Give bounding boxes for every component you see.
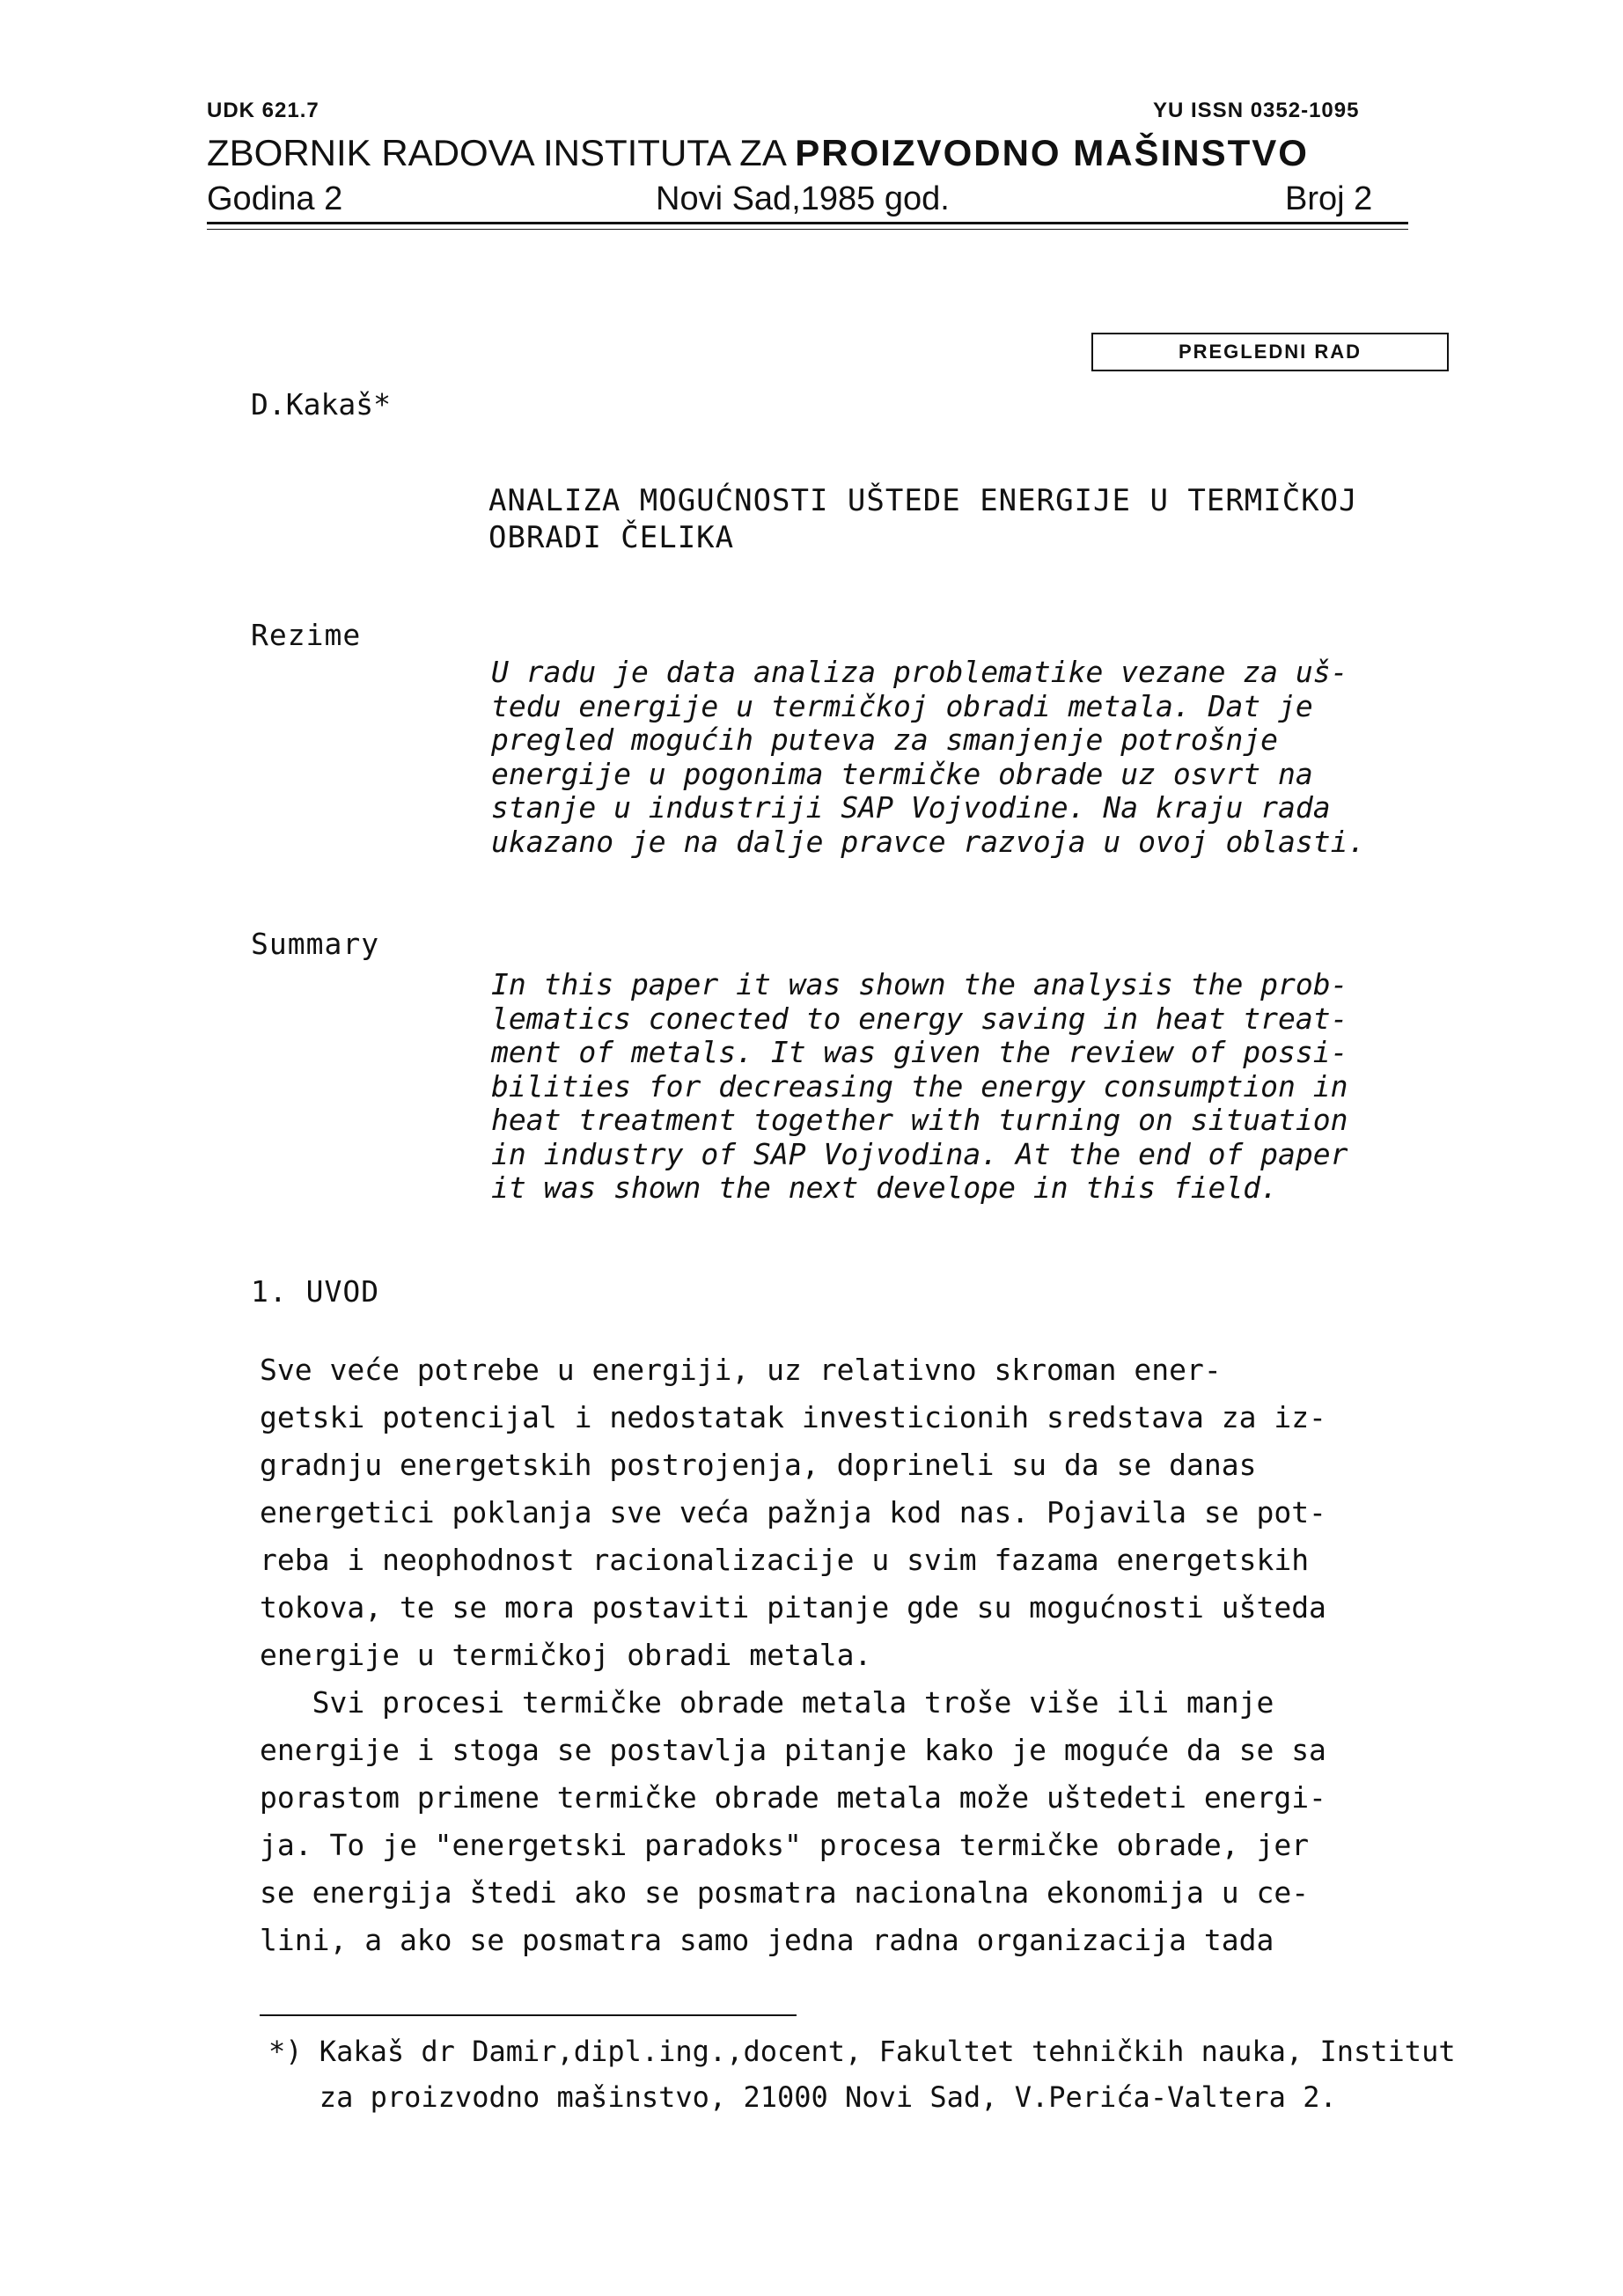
section-heading: 1. UVOD	[251, 1274, 380, 1309]
rezime-label: Rezime	[251, 618, 362, 652]
footnote-rule	[260, 2014, 797, 2016]
journal-title-bold: PROIZVODNO MAŠINSTVO	[795, 132, 1309, 173]
journal-title	[207, 132, 1309, 174]
header-rule-thin	[207, 229, 1408, 230]
paper-type-box: PREGLEDNI RAD	[1091, 333, 1449, 371]
author: D.Kakaš*	[251, 387, 391, 422]
summary-text: In this paper it was shown the analysis the prob- lematics conected to energy saving in heat treat- ment of metals. It was given the review of possi- bilities for decreasing the energy consumption in heat treatment together with turning on situation in industry of SAP Vojvodina. At the end of paper it was shown the next develope in this field.	[491, 967, 1348, 1205]
summary-label: Summary	[251, 927, 380, 961]
rezime-text: U radu je data analiza problematike vezane za uš- tedu energije u termičkoj obradi metala. Dat je pregled mogućih puteva za smanjenje potrošnje energije u pogonima termičke obrade uz osvrt na stanje u industriji SAP Vojvodine. Na kraju rada ukazano je na dalje pravce razvoja u ovoj oblasti.	[491, 655, 1366, 859]
year-label: Godina 2	[207, 180, 343, 217]
paper-title: ANALIZA MOGUĆNOSTI UŠTEDE ENERGIJE U TERMIČKOJ OBRADI ČELIKA	[488, 483, 1358, 555]
footnote: *) Kakaš dr Damir,dipl.ing.,docent, Fakultet tehničkih nauka, Institut za proizvodno mašinstvo, 21000 Novi Sad, V.Perića-Valtera 2.	[268, 2035, 1456, 2114]
issue-number: Broj 2	[1285, 180, 1373, 217]
header-rule	[207, 222, 1408, 224]
journal-title-plain: ZBORNIK RADOVA INSTITUTA ZA	[207, 132, 796, 173]
udk-code: UDK 621.7	[207, 99, 319, 122]
issn-code: YU ISSN 0352-1095	[1153, 99, 1360, 122]
body-text: Sve veće potrebe u energiji, uz relativno skroman ener- getski potencijal i nedostatak investicionih sredstava za iz- gradnju energetskih postrojenja, doprineli su da se danas energetici poklanja sve veća pažnja kod nas. Pojavila se pot- reba i neophodnost racionalizacije u svim fazama energetskih tokova, te se mora postaviti pitanje gde su mogućnosti ušteda energije u termičkoj obradi metala. Svi procesi termičke obrade metala troše više ili manje energije i stoga se postavlja pitanje kako je moguće da se sa porastom primene termičke obrade metala može uštedeti energi- ja. To je "energetski paradoks" procesa termičke obrade, jer se energija štedi ako se posmatra nacionalna ekonomija u ce- lini, a ako se posmatra samo jedna radna organizacija tada	[260, 1353, 1326, 1957]
place-date: Novi Sad,1985 god.	[656, 180, 950, 217]
